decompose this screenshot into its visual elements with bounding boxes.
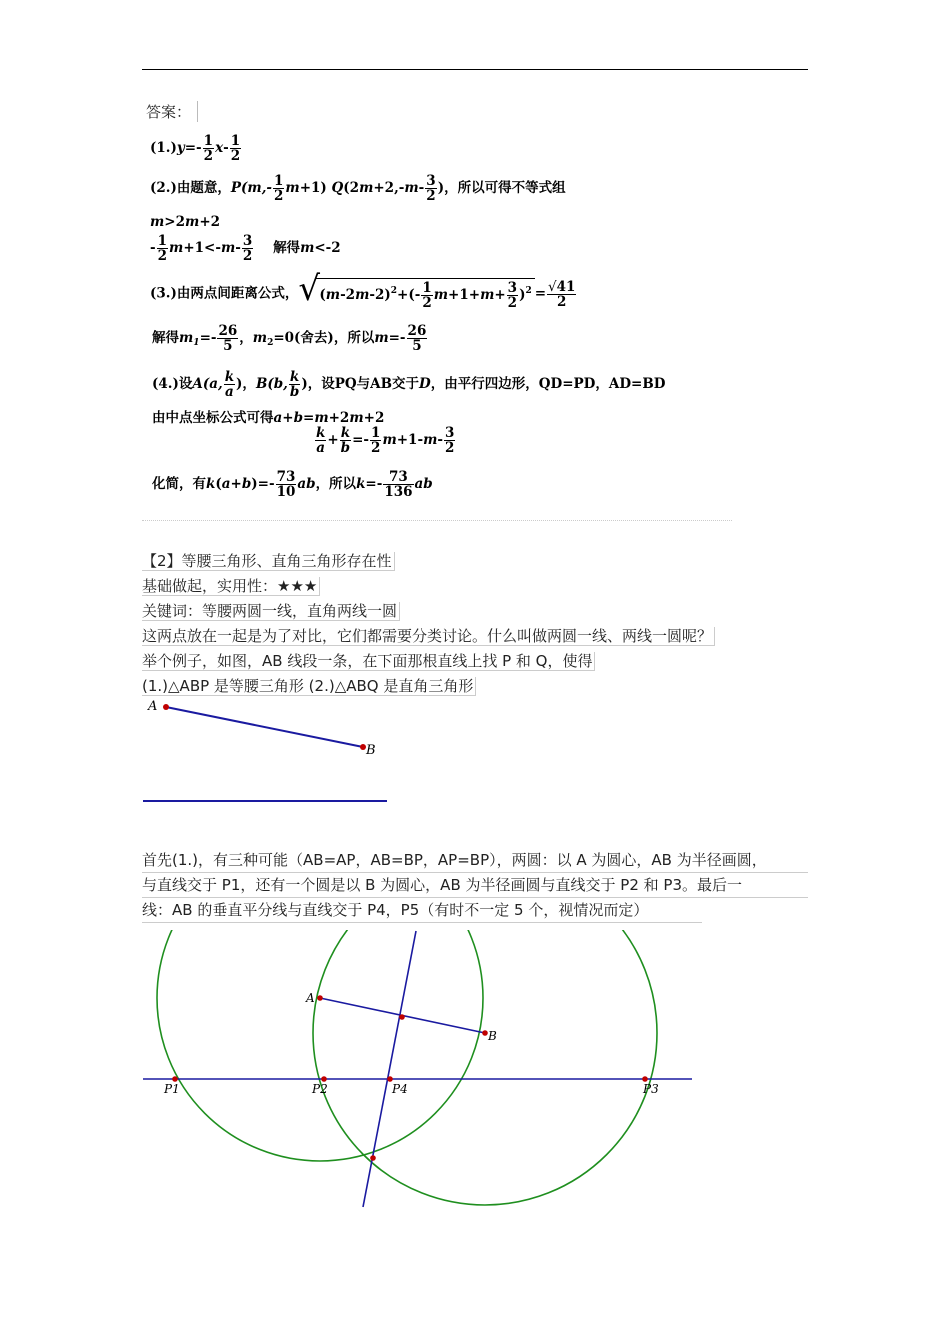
fraction: $\frac{73}{10}$ — [276, 469, 296, 501]
figure-circles — [140, 925, 700, 1215]
perpendicular-bisector — [363, 931, 416, 1207]
point-b — [482, 1030, 488, 1036]
solution-line-3: m>2m+2 — [150, 214, 221, 230]
solution-line-1: (1.)y=- $\frac{1}{2}$ x- $\frac{1}{2}$ — [150, 133, 241, 165]
fraction: $\frac{26}{5}$ — [407, 323, 427, 355]
section-basic: 基础做起，实用性：★★★ — [142, 576, 320, 596]
fraction: $\frac{73}{136}$ — [384, 469, 413, 501]
solution-line-8: 由中点坐标公式可得a+b=m+2m+2 — [152, 410, 385, 426]
solution-line-10: 化简，有k(a+b)=- $\frac{73}{10}$ ab，所以k=- $\frac{73}{136}$ ab — [152, 469, 433, 501]
point-p1 — [172, 1076, 178, 1082]
section-line-3: (1.)△ABP 是等腰三角形 (2.)△ABQ 是直角三角形 — [142, 676, 476, 696]
fraction: $\frac{1}{2}$ — [371, 425, 381, 457]
solution-line-7: (4.)设A(a, $\frac{k}{a}$ )，B(b, $\frac{k}{b}$ )，设PQ与AB交于D，由平行四边形，QD=PD，AD=BD — [152, 369, 666, 401]
square-root: √ $(m-2m-2)^2+(-$ $\frac{1}{2}$ m+1+m+ $\frac{3}{2}$ )$^2$ — [298, 278, 534, 310]
label-p1: P1 — [164, 1082, 180, 1096]
point-a — [317, 995, 323, 1001]
fraction: $\frac{1}{2}$ — [157, 233, 168, 265]
label-p2: P2 — [312, 1082, 328, 1096]
solution-bottom-rule — [142, 520, 732, 521]
solution-line-2: (2.)由题意，P(m,- $\frac{1}{2}$ m+1) Q(2m+2,-m- $\frac{3}{2}$ )，所以可得不等式组 — [150, 173, 566, 205]
fraction: $\frac{1}{2}$ — [230, 133, 241, 165]
label-a: A — [306, 991, 315, 1005]
fraction: $\frac{3}{2}$ — [507, 280, 518, 312]
segment-ab — [166, 707, 363, 747]
label-b: B — [488, 1029, 497, 1043]
circle-center-a — [157, 925, 483, 1161]
section-keywords: 关键词：等腰两圆一线，直角两线一圆 — [142, 601, 400, 621]
solution-block — [142, 122, 732, 522]
label-a: A — [148, 699, 158, 714]
fraction: $\frac{1}{2}$ — [422, 280, 432, 312]
point-p2 — [321, 1076, 327, 1082]
section-title: 【2】等腰三角形、直角三角形存在性 — [142, 551, 395, 571]
figure-underline — [143, 800, 387, 802]
fraction: $\frac{1}{2}$ — [274, 173, 284, 205]
fraction: $\frac{1}{2}$ — [203, 133, 214, 165]
answer-label: 答案： — [146, 101, 198, 122]
point-p3 — [642, 1076, 648, 1082]
fraction: $\frac{3}{2}$ — [426, 173, 436, 205]
paragraph-line-1: 首先(1.)，有三种可能（AB=AP，AB=BP，AP=BP），两圆：以 A 为圆心，AB 为半径画圆， — [142, 848, 808, 873]
point-midpoint — [399, 1014, 405, 1020]
solution-line-9: $\frac{k}{a}$ + $\frac{k}{b}$ =- $\frac{1}{2}$ m+1-m- $\frac{3}{2}$ — [316, 425, 455, 457]
figure-segment-ab — [140, 692, 400, 768]
fraction: $\frac{3}{2}$ — [242, 233, 253, 265]
point-a — [163, 704, 169, 710]
label-p3: P3 — [643, 1082, 659, 1096]
header-rule — [142, 69, 808, 70]
solution-line-5: (3.)由两点间距离公式， √ $(m-2m-2)^2+(-$ $\frac{1}{2}$ m+1+m+ $\frac{3}{2}$ )$^2$ = $\frac{√41}{2}$ — [150, 269, 576, 312]
label-p4: P4 — [392, 1082, 408, 1096]
section-line-1: 这两点放在一起是为了对比，它们都需要分类讨论。什么叫做两圆一线、两线一圆呢？ — [142, 626, 715, 646]
label-b: B — [366, 743, 376, 758]
point-p4 — [387, 1076, 393, 1082]
fraction: $\frac{k}{a}$ — [316, 425, 326, 457]
paragraph-line-2: 与直线交于 P1，还有一个圆是以 B 为圆心，AB 为半径画圆与直线交于 P2 和 P3。最后一 — [142, 873, 808, 898]
solution-line-6: 解得$m_1=-$ $\frac{26}{5}$ ，$m_2=0$(舍去)，所以m=- $\frac{26}{5}$ — [152, 323, 427, 355]
section-line-2: 举个例子，如图，AB 线段一条，在下面那根直线上找 P 和 Q，使得 — [142, 651, 595, 671]
fraction: $\frac{k}{a}$ — [224, 369, 235, 401]
fraction: $\frac{26}{5}$ — [218, 323, 238, 355]
point-intersection — [370, 1155, 376, 1161]
fraction: $\frac{√41}{2}$ — [548, 278, 576, 310]
fraction: $\frac{3}{2}$ — [444, 425, 455, 457]
paragraph-line-3: 线：AB 的垂直平分线与直线交于 P4，P5（有时不一定 5 个，视情况而定） — [142, 898, 702, 923]
solution-line-4: - $\frac{1}{2}$ m+1<-m- $\frac{3}{2}$ 解得m<-2 — [150, 233, 341, 265]
fraction: $\frac{k}{b}$ — [340, 425, 351, 457]
explanation-paragraph — [142, 848, 808, 923]
circle-center-b — [313, 925, 657, 1205]
fraction: $\frac{k}{b}$ — [289, 369, 300, 401]
